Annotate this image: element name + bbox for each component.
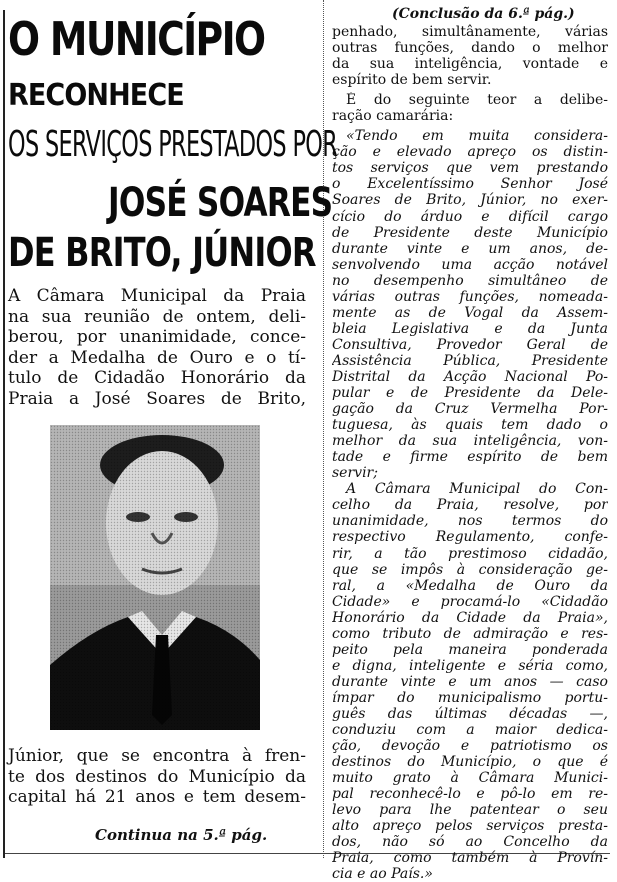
headline-line-3: OS SERVIÇOS PRESTADOS POR — [8, 124, 338, 165]
quote-line: que se impôs à consideração ge- — [332, 561, 608, 578]
quote-line: «Tendo em muita considera- — [346, 128, 608, 145]
quote-line: mente as de Vogal da Assem- — [332, 304, 608, 321]
right-column-text — [332, 24, 608, 882]
body-line: da sua inteligência, vontade e — [332, 56, 608, 73]
quote-line: peito pela maneira ponderada — [332, 641, 608, 658]
quote-line: A Câmara Municipal do Con- — [346, 481, 608, 498]
quote-line: destinos do Município, o que é — [332, 754, 608, 771]
body-line: penhado, simultânamente, várias — [332, 24, 608, 40]
headline-line-4: JOSÉ SOARES — [108, 180, 333, 226]
lead-line: Praia a José Soares de Brito, — [8, 388, 306, 409]
lead-line: berou, por unanimidade, conce- — [8, 327, 306, 347]
quote-line: gação da Cruz Vermelha Por- — [332, 401, 608, 418]
headline-line-2: RECONHECE — [8, 78, 184, 113]
quote-line: Distrital da Acção Nacional Po- — [332, 368, 608, 385]
lead-paragraph — [8, 286, 306, 409]
quote-line: celho da Praia, resolve, por — [332, 497, 608, 514]
quote-line: conduziu com a maior dedica- — [332, 722, 608, 739]
quote-line: muito grato à Câmara Munici- — [332, 770, 608, 787]
quote-line: durante vinte e um anos — caso — [332, 673, 608, 690]
quote-line: Assistência Pública, Presidente — [332, 352, 608, 369]
quote-line: tade e firme espírito de bem — [332, 449, 608, 466]
quote-line: rir, a tão prestimoso cidadão, — [332, 545, 608, 562]
quote-line: pular e de Presidente da Dele- — [332, 385, 608, 402]
quote-line: ral, a «Medalha de Ouro da — [332, 577, 608, 594]
quote-line: ção, devoção e patriotismo os — [332, 738, 608, 755]
quote-line: respectivo Regulamento, confe- — [332, 529, 608, 546]
quote-line: senvolvendo uma acção notável — [332, 256, 608, 273]
lead-continuation — [8, 746, 306, 808]
lead-line: na sua reunião de ontem, deli- — [8, 306, 306, 327]
conclusion-note: (Conclusão da 6.ª pág.) — [392, 6, 575, 22]
quote-line: tuguesa, às quais tem dado o — [332, 417, 608, 434]
quote-line: melhor da sua inteligência, von- — [332, 433, 608, 450]
quote-line: Praia, como também à Provín- — [332, 850, 608, 867]
quote-line: unanimidade, nos termos do — [332, 513, 608, 530]
quote-line: no desempenho simultâneo de — [332, 272, 608, 289]
lead-line: der a Medalha de Ouro e o tí- — [8, 347, 306, 368]
quote-line: ímpar do municipalismo portu- — [332, 689, 608, 706]
quote-line: e digna, inteligente e séria como, — [332, 657, 608, 674]
body-line: espírito de bem servir. — [332, 72, 492, 89]
quote-line: várias outras funções, nomeada- — [332, 288, 608, 305]
left-border-rule — [3, 10, 5, 858]
quote-line: o Excelentíssimo Senhor José — [332, 176, 608, 193]
quote-line: Soares de Brito, Júnior, no exer- — [332, 192, 608, 209]
quote-line: Cidade» e procamá-lo «Cidadão — [332, 593, 608, 610]
body-line: É do seguinte teor a delibe- — [346, 92, 608, 109]
quote-line: durante vinte e um anos, de- — [332, 240, 608, 257]
quote-line: cício do árduo e difícil cargo — [332, 208, 608, 225]
headline-line-1: O MUNICÍPIO — [8, 12, 265, 66]
quote-line: cia e ao País.» — [332, 866, 433, 882]
quote-line: servir; — [332, 465, 378, 482]
lead-line: tulo de Cidadão Honorário da — [8, 368, 306, 388]
quote-line: levo para lhe patentear o seu — [332, 802, 608, 819]
continued-note: Continua na 5.ª pág. — [95, 826, 268, 844]
quote-line: alto apreço pelos serviços presta- — [332, 818, 608, 835]
quote-line: de Presidente deste Município — [332, 224, 608, 241]
quote-line: bleia Legislativa e da Junta — [332, 320, 608, 337]
quote-line: Honorário da Cidade da Praia», — [332, 609, 608, 626]
quote-line: Consultiva, Provedor Geral de — [332, 336, 608, 353]
tail-line: Júnior, que se encontra à fren- — [8, 746, 306, 766]
portrait-illustration — [50, 425, 260, 730]
quote-line: ção e elevado apreço os distin- — [332, 144, 608, 161]
tail-line: te dos destinos do Município da — [8, 766, 306, 787]
quote-line: como tributo de admiração e res- — [332, 625, 608, 642]
body-line: outras funções, dando o melhor — [332, 40, 608, 57]
quote-line: dos, não só ao Concelho da — [332, 834, 608, 851]
lead-line: A Câmara Municipal da Praia — [8, 286, 306, 306]
quote-line: tos serviços que vem prestando — [332, 160, 608, 177]
quote-line: guês das últimas décadas —, — [332, 705, 608, 722]
quote-line: pal reconhecê-lo e pô-lo em re- — [332, 786, 608, 803]
tail-line: capital há 21 anos e tem desem- — [8, 787, 306, 807]
portrait-photo — [50, 425, 260, 730]
headline-line-5: DE BRITO, JÚNIOR — [8, 230, 316, 276]
body-line: ração camarária: — [332, 108, 454, 125]
